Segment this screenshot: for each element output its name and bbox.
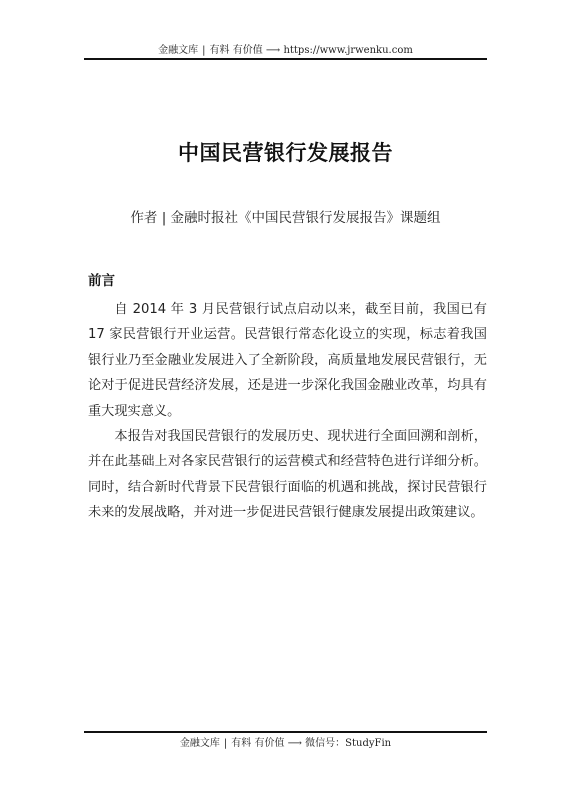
- body-text: [88, 297, 487, 526]
- header-source: 金融文库: [158, 45, 199, 56]
- document-title: 中国民营银行发展报告: [178, 141, 393, 165]
- footer-rule: [84, 731, 487, 733]
- paragraph: 自 2014 年 3 月民营银行试点启动以来，截至目前，我国已有 17 家民营银行开业运营。民营银行常态化设立的实现，标志着我国银行业乃至金融业发展进入了全新阶段，高质量地发展民营银行，无论对于促进民营经济发展，还是进一步深化我国金融业改革，均具有重大现实意义。: [88, 302, 487, 419]
- header-separator: |: [202, 45, 206, 56]
- arrow-icon: ⟶: [265, 45, 281, 56]
- arrow-icon: ⟶: [287, 738, 302, 749]
- page-header: [84, 44, 487, 58]
- document-author: 作者 | 金融时报社《中国民营银行发展报告》课题组: [130, 210, 441, 226]
- page-footer: [84, 737, 487, 751]
- header-tagline: 有料 有价值: [209, 45, 263, 56]
- section-heading: 前言: [88, 273, 115, 289]
- paragraph: 本报告对我国民营银行的发展历史、现状进行全面回溯和剖析，并在此基础上对各家民营银行的运营模式和经营特色进行详细分析。同时，结合新时代背景下民营银行面临的机遇和挑战，探讨民营银行未来的发展战略，并对进一步促进民营银行健康发展提出政策建议。: [88, 429, 487, 521]
- header-rule: [84, 58, 487, 60]
- footer-separator: |: [223, 738, 228, 749]
- footer-wechat: 微信号：StudyFin: [305, 738, 392, 749]
- footer-tagline: 有料 有价值: [231, 738, 285, 749]
- header-link[interactable]: https://www.jrwenku.com: [283, 45, 413, 56]
- footer-source: 金融文库: [179, 738, 220, 749]
